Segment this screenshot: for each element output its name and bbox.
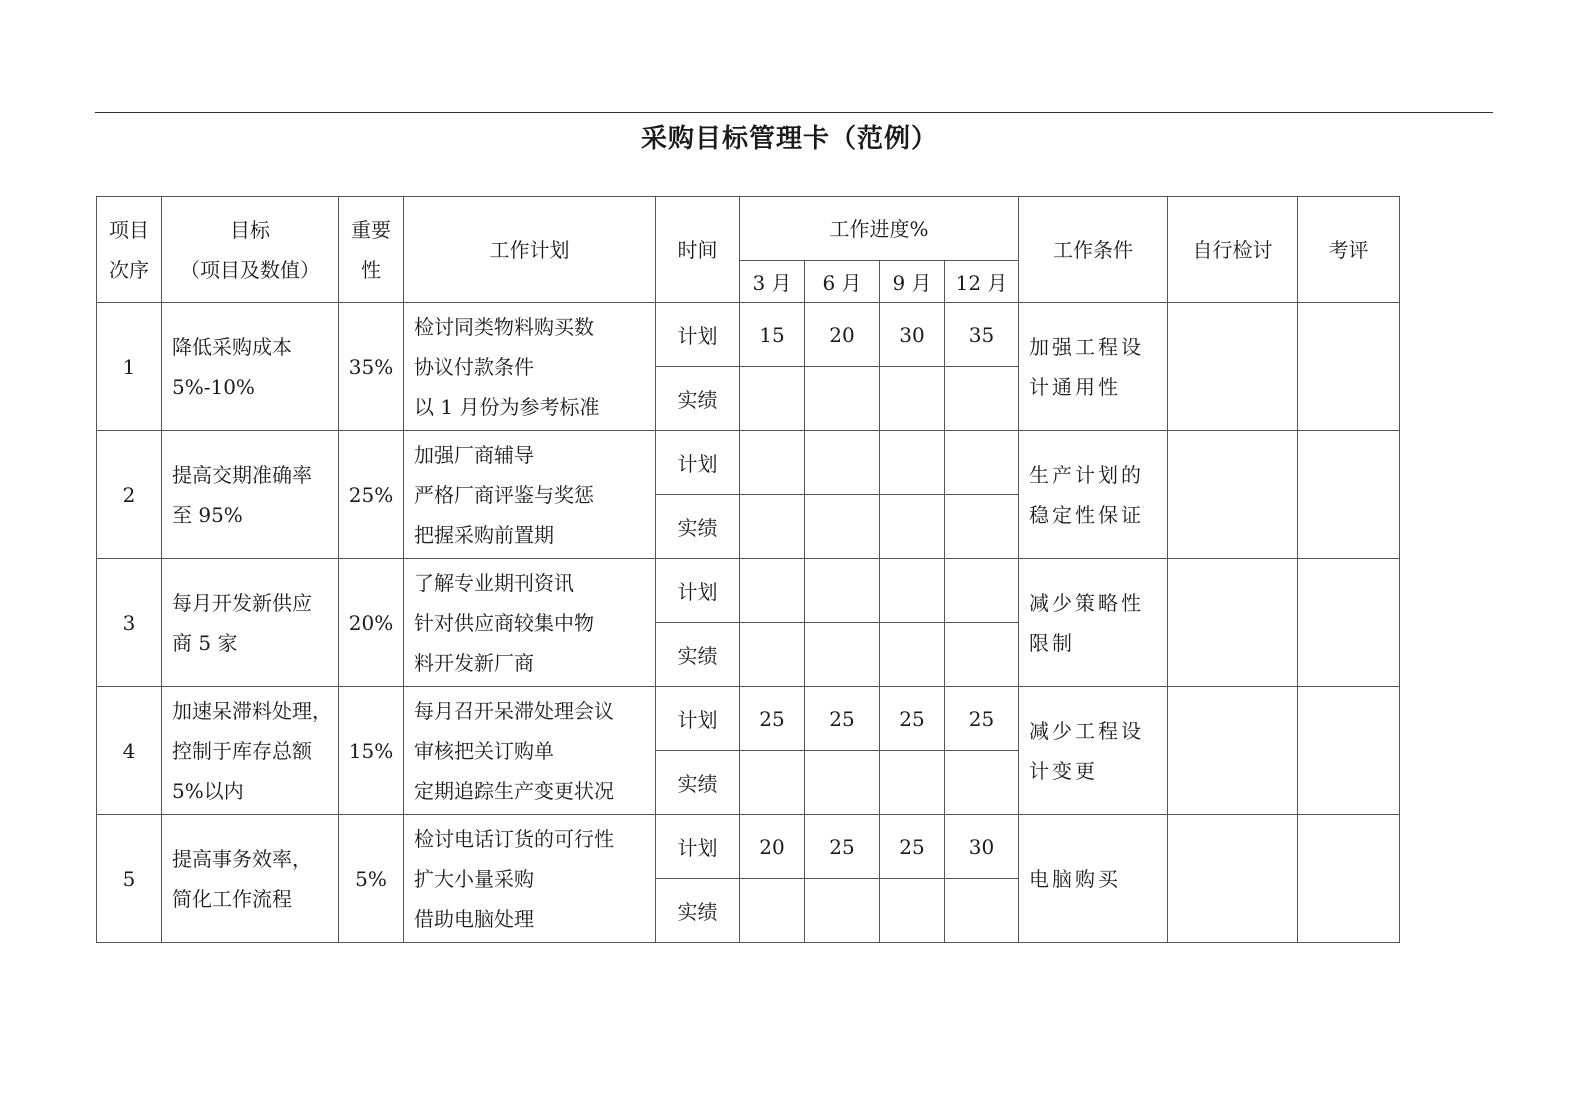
row-label-plan: 计划 xyxy=(656,431,740,495)
goal-line: 每月开发新供应 xyxy=(172,590,312,615)
table-row xyxy=(97,687,1400,751)
header-month-6: 6 月 xyxy=(805,261,880,303)
plan-value-cell: 25 xyxy=(805,815,880,879)
actual-value-cell xyxy=(805,623,880,687)
plan-value-cell: 20 xyxy=(805,303,880,367)
header-self-review: 自行检讨 xyxy=(1168,197,1298,303)
condition-line: 稳定性保证 xyxy=(1029,502,1144,527)
top-rule xyxy=(95,112,1493,113)
header-month-12: 12 月 xyxy=(945,261,1019,303)
goal-line: 提高事务效率， xyxy=(172,846,312,871)
row-evaluation xyxy=(1298,303,1400,431)
row-goal xyxy=(162,815,339,943)
row-evaluation xyxy=(1298,815,1400,943)
row-label-actual: 实绩 xyxy=(656,495,740,559)
goal-line: 加速呆滞料处理， xyxy=(172,698,332,723)
row-label-actual: 实绩 xyxy=(656,879,740,943)
header-seq: 项目 次序 xyxy=(97,197,162,303)
header-weight: 重要 性 xyxy=(339,197,404,303)
row-label-actual: 实绩 xyxy=(656,367,740,431)
actual-value-cell xyxy=(740,879,805,943)
plan-value-cell: 25 xyxy=(880,687,945,751)
header-month-9: 9 月 xyxy=(880,261,945,303)
actual-value-cell xyxy=(945,751,1019,815)
plan-value-cell: 25 xyxy=(945,687,1019,751)
plan_items-line: 针对供应商较集中物 xyxy=(414,610,594,635)
row-label-plan: 计划 xyxy=(656,303,740,367)
actual-value-cell xyxy=(945,879,1019,943)
actual-value-cell xyxy=(880,495,945,559)
header-condition: 工作条件 xyxy=(1019,197,1168,303)
actual-value-cell xyxy=(740,367,805,431)
plan_items-line: 检讨电话订货的可行性 xyxy=(414,826,614,851)
row-plan-items xyxy=(404,687,656,815)
goal-line: 5%-10% xyxy=(172,374,255,399)
actual-value-cell xyxy=(880,879,945,943)
actual-value-cell xyxy=(880,751,945,815)
header-month-3: 3 月 xyxy=(740,261,805,303)
row-condition xyxy=(1019,559,1168,687)
plan-value-cell: 25 xyxy=(805,687,880,751)
plan-value-cell xyxy=(880,431,945,495)
goal-line: 至 95% xyxy=(172,502,243,527)
plan_items-line: 严格厂商评鉴与奖惩 xyxy=(414,482,594,507)
row-condition xyxy=(1019,303,1168,431)
header-evaluation: 考评 xyxy=(1298,197,1400,303)
goal-line: 提高交期准确率 xyxy=(172,462,312,487)
header-plan: 工作计划 xyxy=(404,197,656,303)
header-goal: 目标 （项目及数值） xyxy=(162,197,339,303)
plan-value-cell: 25 xyxy=(880,815,945,879)
row-weight: 25% xyxy=(339,431,404,559)
row-plan-items xyxy=(404,559,656,687)
row-seq: 3 xyxy=(97,559,162,687)
row-seq: 5 xyxy=(97,815,162,943)
plan_items-line: 检讨同类物料购买数 xyxy=(414,314,594,339)
actual-value-cell xyxy=(945,367,1019,431)
goal-line: 降低采购成本 xyxy=(172,334,292,359)
row-condition xyxy=(1019,687,1168,815)
table-row xyxy=(97,815,1400,879)
row-self-review xyxy=(1168,303,1298,431)
actual-value-cell xyxy=(740,751,805,815)
condition-line: 计通用性 xyxy=(1029,374,1121,399)
plan-value-cell: 15 xyxy=(740,303,805,367)
row-plan-items xyxy=(404,303,656,431)
plan_items-line: 加强厂商辅导 xyxy=(414,442,534,467)
plan_items-line: 扩大小量采购 xyxy=(414,866,534,891)
plan_items-line: 以 1 月份为参考标准 xyxy=(414,394,600,419)
goal-line: 5%以内 xyxy=(172,778,244,803)
row-label-plan: 计划 xyxy=(656,687,740,751)
header-time: 时间 xyxy=(656,197,740,303)
actual-value-cell xyxy=(805,495,880,559)
table-row xyxy=(97,303,1400,367)
actual-value-cell xyxy=(740,623,805,687)
plan-value-cell: 35 xyxy=(945,303,1019,367)
row-evaluation xyxy=(1298,559,1400,687)
condition-line: 加强工程设 xyxy=(1029,334,1144,359)
condition-line: 计变更 xyxy=(1029,758,1098,783)
plan-value-cell: 30 xyxy=(880,303,945,367)
plan-value-cell: 20 xyxy=(740,815,805,879)
row-evaluation xyxy=(1298,431,1400,559)
condition-line: 限制 xyxy=(1029,630,1075,655)
plan-value-cell xyxy=(945,431,1019,495)
card-body xyxy=(97,303,1400,943)
row-plan-items xyxy=(404,815,656,943)
actual-value-cell xyxy=(880,623,945,687)
plan-value-cell xyxy=(805,559,880,623)
row-self-review xyxy=(1168,559,1298,687)
goal-line: 简化工作流程 xyxy=(172,886,292,911)
plan-value-cell xyxy=(740,431,805,495)
procurement-target-card xyxy=(96,196,1400,943)
plan_items-line: 每月召开呆滞处理会议 xyxy=(414,698,614,723)
row-seq: 2 xyxy=(97,431,162,559)
actual-value-cell xyxy=(805,879,880,943)
row-seq: 1 xyxy=(97,303,162,431)
row-goal xyxy=(162,303,339,431)
plan-value-cell xyxy=(880,559,945,623)
row-goal xyxy=(162,431,339,559)
plan-value-cell xyxy=(805,431,880,495)
row-goal xyxy=(162,687,339,815)
plan_items-line: 料开发新厂商 xyxy=(414,650,534,675)
condition-line: 电脑购买 xyxy=(1029,866,1121,891)
actual-value-cell xyxy=(740,495,805,559)
row-label-actual: 实绩 xyxy=(656,623,740,687)
plan_items-line: 审核把关订购单 xyxy=(414,738,554,763)
row-weight: 20% xyxy=(339,559,404,687)
condition-line: 减少工程设 xyxy=(1029,718,1144,743)
actual-value-cell xyxy=(945,623,1019,687)
row-weight: 5% xyxy=(339,815,404,943)
row-self-review xyxy=(1168,687,1298,815)
row-label-actual: 实绩 xyxy=(656,751,740,815)
table-row xyxy=(97,431,1400,495)
row-weight: 15% xyxy=(339,687,404,815)
row-self-review xyxy=(1168,431,1298,559)
row-evaluation xyxy=(1298,687,1400,815)
plan_items-line: 了解专业期刊资讯 xyxy=(414,570,574,595)
row-seq: 4 xyxy=(97,687,162,815)
row-label-plan: 计划 xyxy=(656,559,740,623)
actual-value-cell xyxy=(880,367,945,431)
row-plan-items xyxy=(404,431,656,559)
plan-value-cell xyxy=(945,559,1019,623)
header-progress: 工作进度% xyxy=(740,197,1019,261)
plan_items-line: 定期追踪生产变更状况 xyxy=(414,778,614,803)
condition-line: 生产计划的 xyxy=(1029,462,1144,487)
plan_items-line: 协议付款条件 xyxy=(414,354,534,379)
goal-line: 控制于库存总额 xyxy=(172,738,312,763)
row-goal xyxy=(162,559,339,687)
row-weight: 35% xyxy=(339,303,404,431)
goal-line: 商 5 家 xyxy=(172,630,238,655)
plan-value-cell: 25 xyxy=(740,687,805,751)
plan_items-line: 把握采购前置期 xyxy=(414,522,554,547)
row-label-plan: 计划 xyxy=(656,815,740,879)
actual-value-cell xyxy=(805,751,880,815)
row-condition xyxy=(1019,431,1168,559)
plan-value-cell: 30 xyxy=(945,815,1019,879)
table-row xyxy=(97,559,1400,623)
actual-value-cell xyxy=(805,367,880,431)
plan_items-line: 借助电脑处理 xyxy=(414,906,534,931)
page-title: 采购目标管理卡（范例） xyxy=(640,124,938,154)
plan-value-cell xyxy=(740,559,805,623)
row-self-review xyxy=(1168,815,1298,943)
condition-line: 减少策略性 xyxy=(1029,590,1144,615)
row-condition xyxy=(1019,815,1168,943)
actual-value-cell xyxy=(945,495,1019,559)
